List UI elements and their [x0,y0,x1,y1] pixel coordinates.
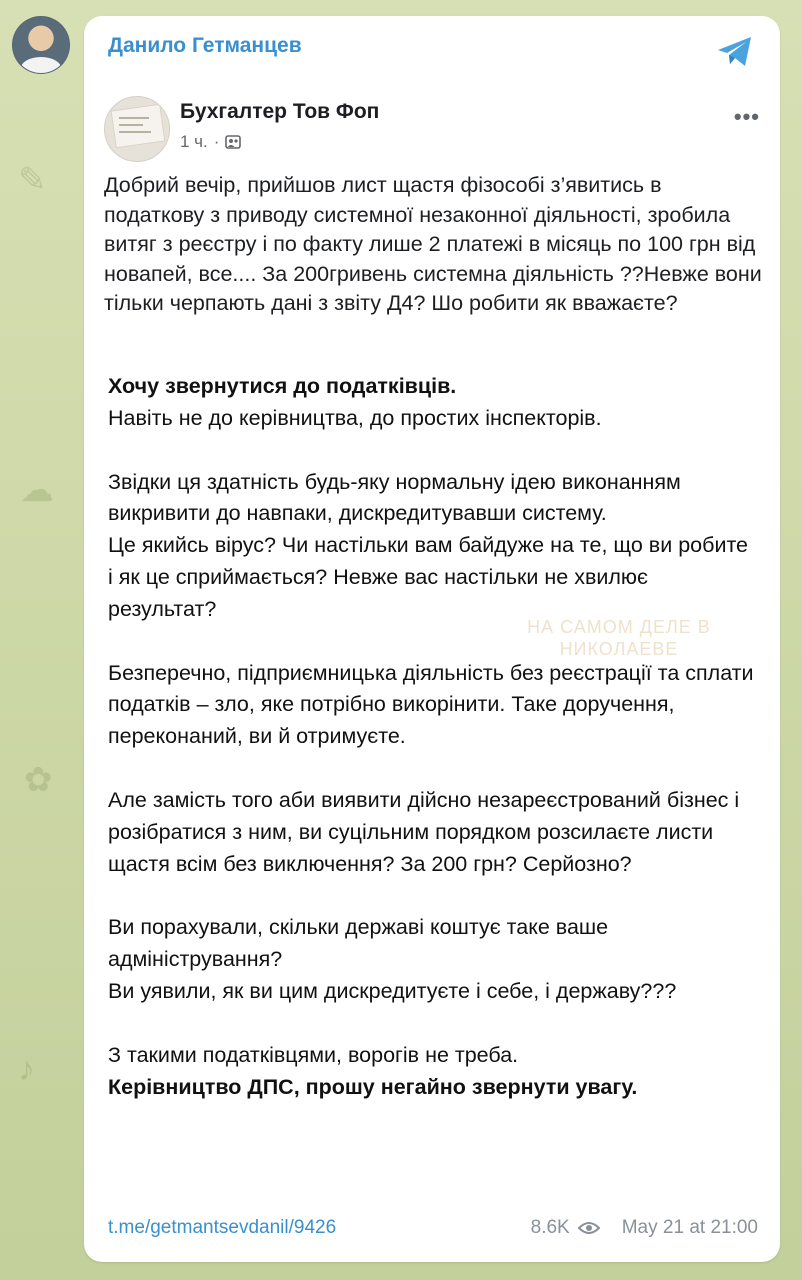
message-paragraph: Безперечно, підприємницька діяльність без реєстрації та сплати податків – зло, яке потрібно викорінити. Таке доручення, переконаний, ви й отримуєте. [108,660,754,749]
message-text [108,371,758,1103]
bg-doodle: ✿ [24,761,53,799]
message-heading: Хочу звернутися до податківців. [108,374,457,398]
message-line: Звідки ця здатність будь-яку нормальну ідею виконанням викривити до навпаки, дискредитувавши систему. [108,469,681,526]
message-link[interactable]: t.me/getmantsevdanil/9426 [108,1217,337,1238]
eye-icon [578,1221,600,1235]
channel-avatar[interactable] [12,16,70,74]
message-line: З такими податківцями, ворогів не треба. [108,1042,519,1067]
post-time: 1 ч. [180,132,208,151]
ellipsis-icon[interactable]: ••• [733,104,760,129]
channel-name[interactable]: Данило Гетманцев [108,34,302,57]
message-footer [108,1217,758,1243]
people-icon [225,135,241,149]
meta-separator: · [213,132,220,151]
message-line: Ви порахували, скільки державі коштує таке ваше адміністрування? [108,915,609,972]
view-count: 8.6K [530,1217,570,1238]
message-bubble [84,16,780,1262]
bg-doodle: ✎ [18,161,47,199]
embedded-post-text: Добрий вечір, прийшов лист щастя фізособі з’явитись в податкову з приводу системної незаконної діяльності, зробила витяг з реєстру і по факту лише 2 платежі в місяць по 100 грн від новапей, все.... За 200гривень системна діяльність ??Невже вони тільки черпають дані з звіту Д4? Шо робити як вважаєте? [104,173,762,315]
telegram-plane-icon[interactable] [716,34,754,70]
post-author-avatar [104,96,170,162]
post-meta [180,132,241,152]
bg-doodle: ♪ [18,1050,35,1088]
message-line: Ви уявили, як ви цим дискредитуєте і себе, і державу??? [108,978,677,1003]
message-paragraph: Але замість того аби виявити дійсно незареєстрований бізнес і розібратися з ним, ви суцільним порядком розсилаєте листи щастя всім без виключення? За 200 грн? Серйозно? [108,787,740,876]
message-date: May 21 at 21:00 [621,1217,758,1238]
bg-doodle: ☁ [20,471,54,509]
post-author-name: Бухгалтер Тов Фоп [180,100,380,123]
watermark-line-1: НА САМОМ ДЕЛЕ В [527,617,711,637]
message-stats [531,1217,758,1239]
watermark-line-2: НИКОЛАЕВЕ [559,639,679,659]
message-line: Це якийсь вірус? Чи настільки вам байдуже на те, що ви робите і як це сприймається? Невже вас настільки не хвилює результат? [108,533,749,621]
message-closing: Керівництво ДПС, прошу негайно звернути увагу. [108,1074,638,1099]
message-line: Навіть не до керівництва, до простих інспекторів. [108,405,602,430]
